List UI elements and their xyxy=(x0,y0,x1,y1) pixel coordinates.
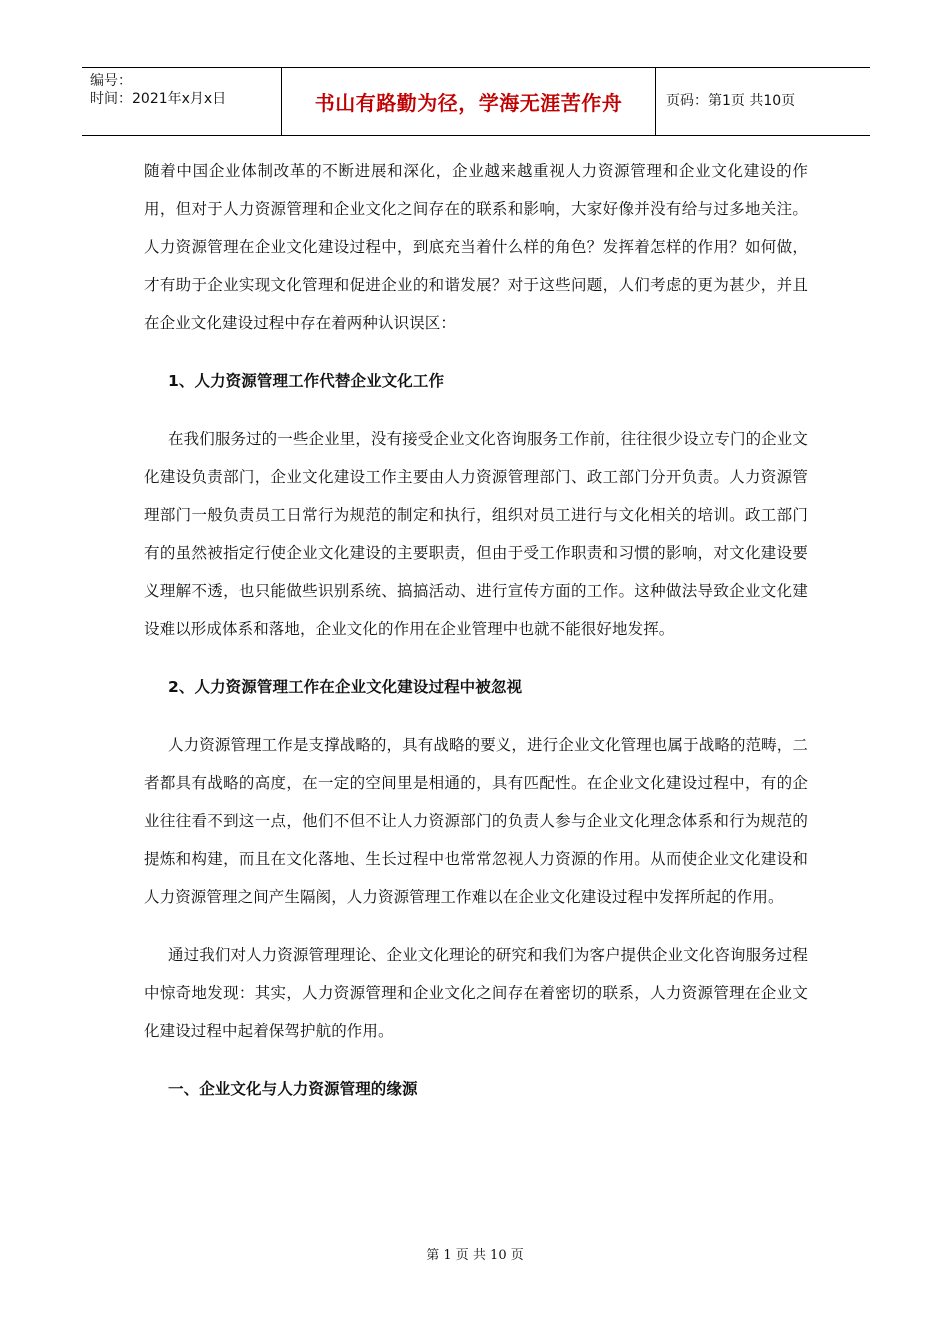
page-footer: 第 1 页 共 10 页 xyxy=(426,1248,524,1263)
paragraph-3: 通过我们对人力资源管理理论、企业文化理论的研究和我们为客户提供企业文化咨询服务过程中惊奇地发现：其实，人力资源管理和企业文化之间存在着密切的联系，人力资源管理在企业文化建设过程中起着保驾护航的作用。 xyxy=(144,946,808,1040)
section-heading-1: 1、人力资源管理工作代替企业文化工作 xyxy=(168,372,445,390)
header-motto xyxy=(282,68,656,135)
header-meta xyxy=(82,68,282,135)
date-label: 时间：2021年x月x日 xyxy=(90,91,227,107)
page-header xyxy=(82,67,870,136)
paragraph-1: 在我们服务过的一些企业里，没有接受企业文化咨询服务工作前，往往很少设立专门的企业文化建设负责部门，企业文化建设工作主要由人力资源管理部门、政工部门分开负责。人力资源管理部门一般负责员工日常行为规范的制定和执行，组织对员工进行与文化相关的培训。政工部门有的虽然被指定行使企业文化建设的主要职责，但由于受工作职责和习惯的影响，对文化建设要义理解不透，也只能做些识别系统、搞搞活动、进行宣传方面的工作。这种做法导致企业文化建设难以形成体系和落地，企业文化的作用在企业管理中也就不能很好地发挥。 xyxy=(144,430,808,638)
number-label: 编号： xyxy=(90,73,132,89)
paragraph-2: 人力资源管理工作是支撑战略的，具有战略的要义，进行企业文化管理也属于战略的范畴，二者都具有战略的高度，在一定的空间里是相通的，具有匹配性。在企业文化建设过程中，有的企业往往看不到这一点，他们不但不让人力资源部门的负责人参与企业文化理念体系和行为规范的提炼和构建，而且在文化落地、生长过程中也常常忽视人力资源的作用。从而使企业文化建设和人力资源管理之间产生隔阂，人力资源管理工作难以在企业文化建设过程中发挥所起的作用。 xyxy=(144,736,808,906)
header-page-info xyxy=(656,68,870,135)
motto-text: 书山有路勤为径，学海无涯苦作舟 xyxy=(314,91,623,115)
document-body xyxy=(144,152,808,1108)
section-heading-2: 2、人力资源管理工作在企业文化建设过程中被忽视 xyxy=(168,678,523,696)
page-info-text: 页码：第1页 共10页 xyxy=(666,93,796,109)
section-heading-3: 一、企业文化与人力资源管理的缘源 xyxy=(168,1080,418,1098)
intro-paragraph: 随着中国企业体制改革的不断进展和深化，企业越来越重视人力资源管理和企业文化建设的作用，但对于人力资源管理和企业文化之间存在的联系和影响，大家好像并没有给与过多地关注。人力资源管理在企业文化建设过程中，到底充当着什么样的角色？发挥着怎样的作用？如何做，才有助于企业实现文化管理和促进企业的和谐发展？对于这些问题，人们考虑的更为甚少，并且在企业文化建设过程中存在着两种认识误区： xyxy=(144,162,808,332)
